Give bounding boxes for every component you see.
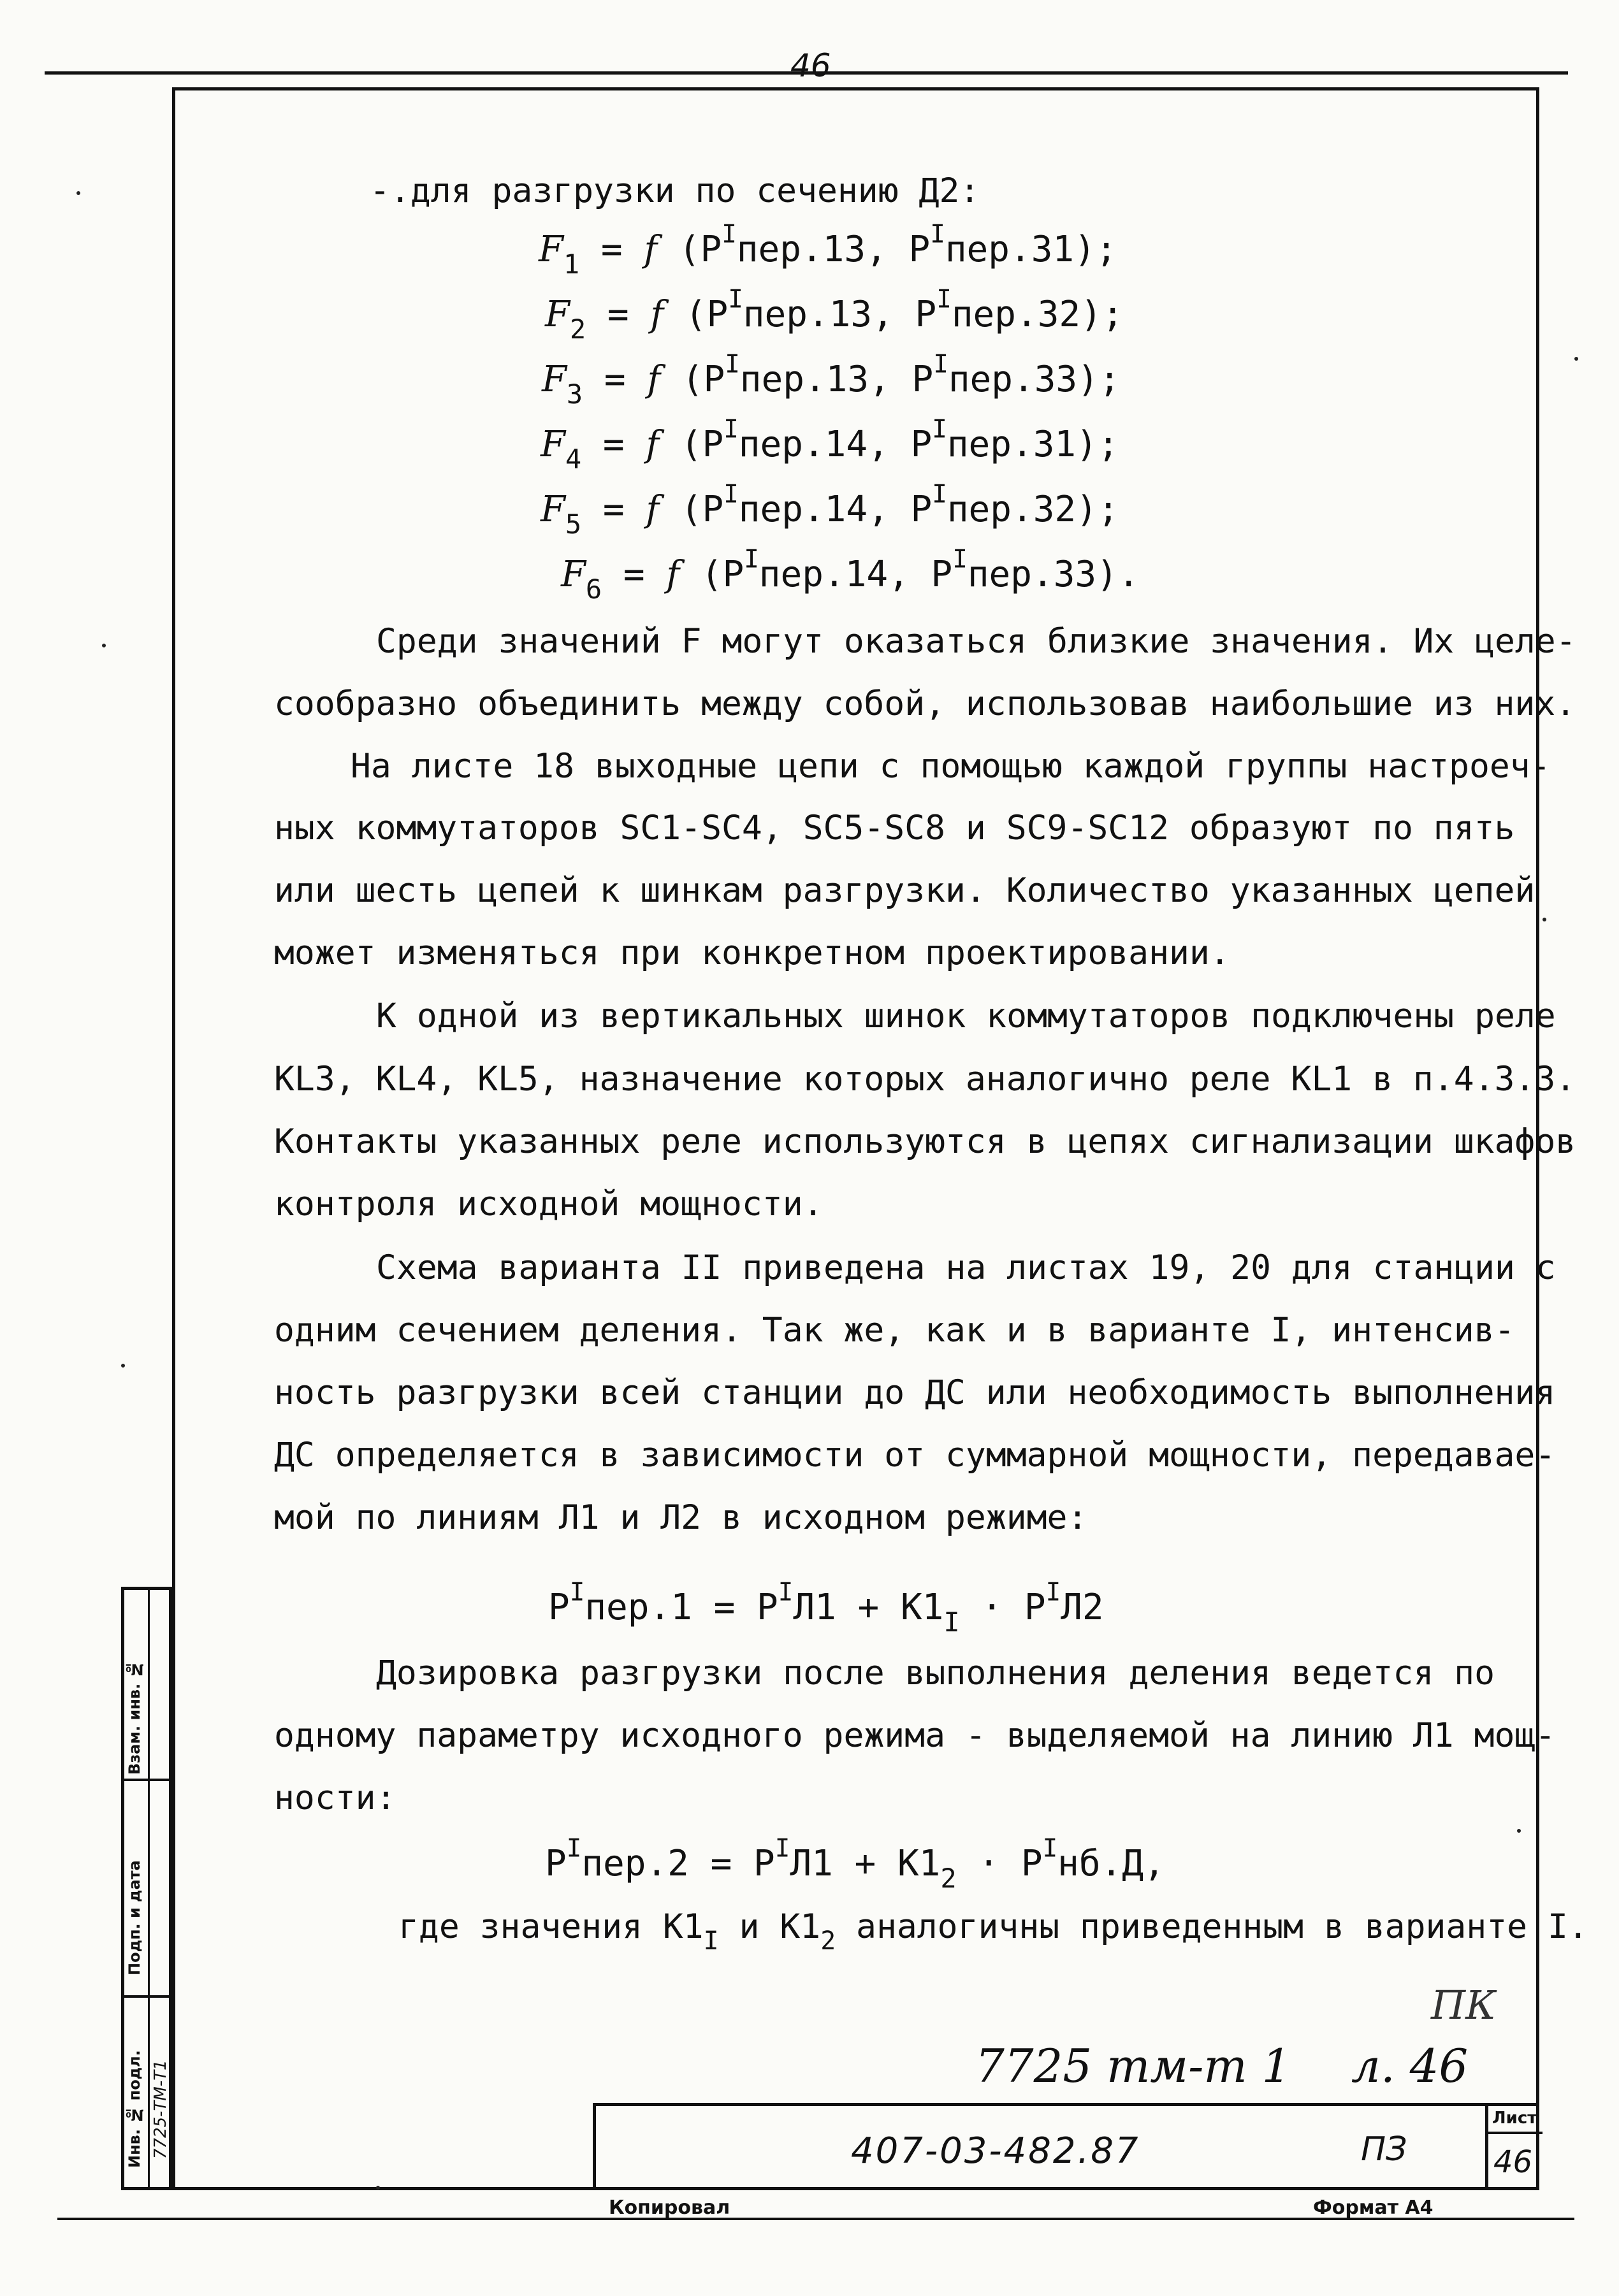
p2-line-2: ных коммутаторов SC1-SC4, SC5-SC8 и SC9-SC12 образуют по пять	[274, 809, 1515, 848]
p5-line-3: ности:	[274, 1779, 396, 1817]
formula-p: P	[706, 294, 729, 335]
formula-sup: I	[952, 545, 968, 574]
p4-line-5: мой по линиям Л1 и Л2 в исходном режиме:	[274, 1498, 1088, 1537]
formula-p: P	[908, 229, 931, 270]
formula-arg-2: пер.33	[948, 359, 1078, 400]
formula-arg-1: пер.13	[743, 294, 873, 335]
formula-sup: I	[723, 480, 739, 509]
formula-function: f	[646, 424, 660, 465]
formula-p: P	[915, 294, 937, 335]
formula-lhs: F	[539, 229, 563, 270]
eq2-p2: P	[753, 1843, 775, 1884]
sheet-label: Лист	[1492, 2109, 1537, 2128]
formula-function: f	[666, 554, 680, 595]
formula-lhs: F	[561, 554, 586, 595]
scan-speck	[1517, 1829, 1521, 1833]
scan-speck	[1543, 918, 1546, 921]
formula-arg-2: пер.31	[947, 424, 1077, 465]
formula-end: );	[1074, 229, 1117, 270]
p4-line-1: Схема варианта II приведена на листах 19, 20 для станции с	[376, 1248, 1556, 1287]
formula-index: 6	[585, 573, 602, 605]
formula-function: f	[647, 359, 661, 400]
formula-sup: I	[932, 480, 947, 509]
formula-f5: $F_5 = f$ ($P^Iпер.14$, $P^Iпер.32$);	[541, 480, 1119, 540]
formula-sup: I	[744, 545, 759, 574]
p3-line-3: Контакты указанных реле используются в цепях сигнализации шкафов	[274, 1122, 1576, 1161]
formula-sup: I	[728, 285, 743, 314]
side-inventory-handwritten: 7725-ТМ-Т1	[151, 2060, 170, 2159]
p6-and: и	[739, 1907, 760, 1946]
formula-sup: I	[936, 285, 952, 314]
formula-end: ).	[1096, 554, 1140, 595]
formula-f6: $F_6 = f$ ($P^Iпер.14$, $P^Iпер.33$).	[561, 545, 1140, 605]
formula-lhs: F	[541, 424, 565, 465]
eq2-p: P	[545, 1843, 567, 1884]
formula-p: P	[910, 489, 933, 530]
formula-arg-2: пер.32	[951, 294, 1081, 335]
formula-lhs: F	[541, 489, 565, 530]
formula-sup: I	[722, 220, 737, 249]
scan-speck	[1574, 357, 1578, 361]
intro-line: -.для разгрузки по сечению Д2:	[370, 171, 980, 210]
formula-index: 4	[565, 443, 582, 475]
formula-lhs: F	[545, 294, 570, 335]
p2-line-1: На листе 18 выходные цепи с помощью каждой группы настроеч-	[351, 747, 1551, 786]
eq1-p: P	[548, 1587, 570, 1628]
eq2-k: K1	[897, 1843, 941, 1884]
eq2-term2: нб.Д,	[1057, 1843, 1165, 1884]
eq1-term2: Л2	[1061, 1587, 1104, 1628]
p6-k2sub: 2	[820, 1926, 836, 1956]
eq1-sup: I	[569, 1578, 585, 1607]
sheet-separator	[1488, 2132, 1543, 2134]
formula-end: );	[1076, 489, 1119, 530]
formula-p: P	[911, 359, 934, 400]
p3-line-2: KL3, KL4, KL5, назначение которых аналогично реле KL1 в п.4.3.3.	[274, 1060, 1576, 1099]
formula-sup: I	[932, 415, 947, 444]
formula-f2: $F_2 = f$ ($P^Iпер.13$, $P^Iпер.32$);	[545, 285, 1124, 345]
sheet-box	[1485, 2106, 1543, 2190]
side-strip	[121, 1587, 172, 2190]
p4-line-3: ность разгрузки всей станции до ДС или необходимость выполнения	[274, 1373, 1556, 1412]
eq2-ksub: 2	[940, 1862, 957, 1894]
eq1-sup2: I	[778, 1578, 794, 1607]
formula-p: P	[700, 229, 722, 270]
p2-line-3: или шесть цепей к шинкам разгрузки. Количество указанных цепей	[274, 871, 1536, 910]
eq2-p3: P	[1020, 1843, 1043, 1884]
eq2-term1: Л1	[790, 1843, 833, 1884]
eq2-sup3: I	[1042, 1834, 1058, 1863]
scan-speck	[376, 2186, 380, 2190]
formula-index: 2	[569, 313, 586, 345]
title-block	[593, 2103, 1539, 2190]
formula-p: P	[722, 554, 744, 595]
p6-line	[398, 1907, 1588, 1956]
side-label-replace-inv: Взам. инв. №	[126, 1660, 143, 1775]
p3-line-1: К одной из вертикальных шинок коммутаторов подключены реле	[376, 997, 1556, 1036]
document-type: ПЗ	[1361, 2130, 1407, 2169]
formula-p: P	[702, 424, 724, 465]
formula-f3: $F_3 = f$ ($P^Iпер.13$, $P^Iпер.33$);	[542, 350, 1121, 410]
side-label-orig-inv: Инв. № подл.	[126, 2050, 143, 2169]
eq2-sup: I	[566, 1834, 582, 1863]
formula-p: P	[703, 359, 725, 400]
formula-p: P	[910, 424, 933, 465]
p4-line-2: одним сечением деления. Так же, как и в варианте I, интенсив-	[274, 1311, 1515, 1350]
formula-end: );	[1080, 294, 1124, 335]
footer-format: Формат А4	[1313, 2197, 1434, 2219]
equation-1: $P^Iпер.1 = P^IЛ1 + K1_I \cdot P^IЛ2$	[548, 1578, 1104, 1638]
formula-arg-1: пер.14	[759, 554, 889, 595]
formula-arg-1: пер.13	[739, 359, 869, 400]
p6-k2: K1	[780, 1907, 821, 1946]
formula-sup: I	[933, 350, 948, 379]
formula-sup: I	[723, 415, 739, 444]
eq1-k: K1	[900, 1587, 944, 1628]
formula-arg-1: пер.13	[736, 229, 866, 270]
formula-p: P	[702, 489, 724, 530]
handwritten-initials: ПК	[1431, 1982, 1497, 2028]
formula-arg-1: пер.14	[738, 489, 868, 530]
eq1-sup3: I	[1045, 1578, 1061, 1607]
p6-pre: где значения	[398, 1907, 643, 1946]
formula-p: P	[931, 554, 953, 595]
formula-arg-1: пер.14	[738, 424, 868, 465]
eq1-p3: P	[1024, 1587, 1046, 1628]
formula-end: );	[1076, 424, 1119, 465]
scan-speck	[76, 191, 80, 195]
p5-line-2: одному параметру исходного режима - выделяемой на линию Л1 мощ-	[274, 1716, 1556, 1755]
p1-line-1: Среди значений F могут оказаться близкие значения. Их целе-	[376, 622, 1576, 661]
equation-2: $P^Iпер.2 = P^IЛ1 + K1_2 \cdot P^Iнб.Д$,	[545, 1834, 1165, 1894]
handwritten-inventory: 7725 тм-т 1	[975, 2039, 1291, 2093]
formula-function: f	[646, 489, 660, 530]
formula-function: f	[644, 229, 658, 270]
eq2-lhs: пер.2	[581, 1843, 689, 1884]
scan-speck	[121, 1364, 125, 1368]
p4-line-4: ДС определяется в зависимости от суммарной мощности, передавае-	[274, 1436, 1556, 1475]
p2-line-4: может изменяться при конкретном проектировании.	[274, 934, 1230, 972]
formula-arg-2: пер.32	[947, 489, 1077, 530]
formula-f4: $F_4 = f$ ($P^Iпер.14$, $P^Iпер.31$);	[541, 415, 1119, 475]
side-label-sign-date: Подп. и дата	[126, 1860, 143, 1976]
formula-sup: I	[930, 220, 945, 249]
formula-lhs: F	[542, 359, 567, 400]
eq1-term1: Л1	[793, 1587, 836, 1628]
document-code: 407-03-482.87	[851, 2130, 1140, 2172]
formula-f1: $F_1 = f$ ($P^Iпер.13$, $P^Iпер.31$);	[539, 220, 1117, 280]
formula-sup: I	[725, 350, 740, 379]
p6-k1sub: I	[703, 1926, 719, 1956]
scan-speck	[102, 644, 106, 647]
p6-k1: K1	[662, 1907, 704, 1946]
p1-line-2: сообразно объединить между собой, использовав наибольшие из них.	[274, 684, 1576, 723]
p5-line-1: Дозировка разгрузки после выполнения деления ведется по	[376, 1654, 1495, 1693]
eq1-ksub: I	[943, 1606, 960, 1638]
sheet-number: 46	[1493, 2144, 1533, 2180]
page-number: 46	[790, 47, 831, 84]
p6-post: аналогичны приведенным в варианте I.	[856, 1907, 1588, 1946]
formula-arg-2: пер.31	[945, 229, 1075, 270]
formula-arg-2: пер.33	[967, 554, 1097, 595]
eq1-lhs: пер.1	[584, 1587, 692, 1628]
formula-index: 3	[566, 378, 583, 410]
formula-function: f	[650, 294, 664, 335]
formula-index: 5	[565, 508, 582, 540]
formula-index: 1	[563, 248, 580, 280]
footer-copied: Копировал	[609, 2197, 730, 2219]
p3-line-4: контроля исходной мощности.	[274, 1185, 824, 1224]
formula-end: );	[1077, 359, 1121, 400]
eq2-sup2: I	[774, 1834, 790, 1863]
eq1-p2: P	[757, 1587, 778, 1628]
handwritten-sheet: л. 46	[1351, 2039, 1469, 2093]
